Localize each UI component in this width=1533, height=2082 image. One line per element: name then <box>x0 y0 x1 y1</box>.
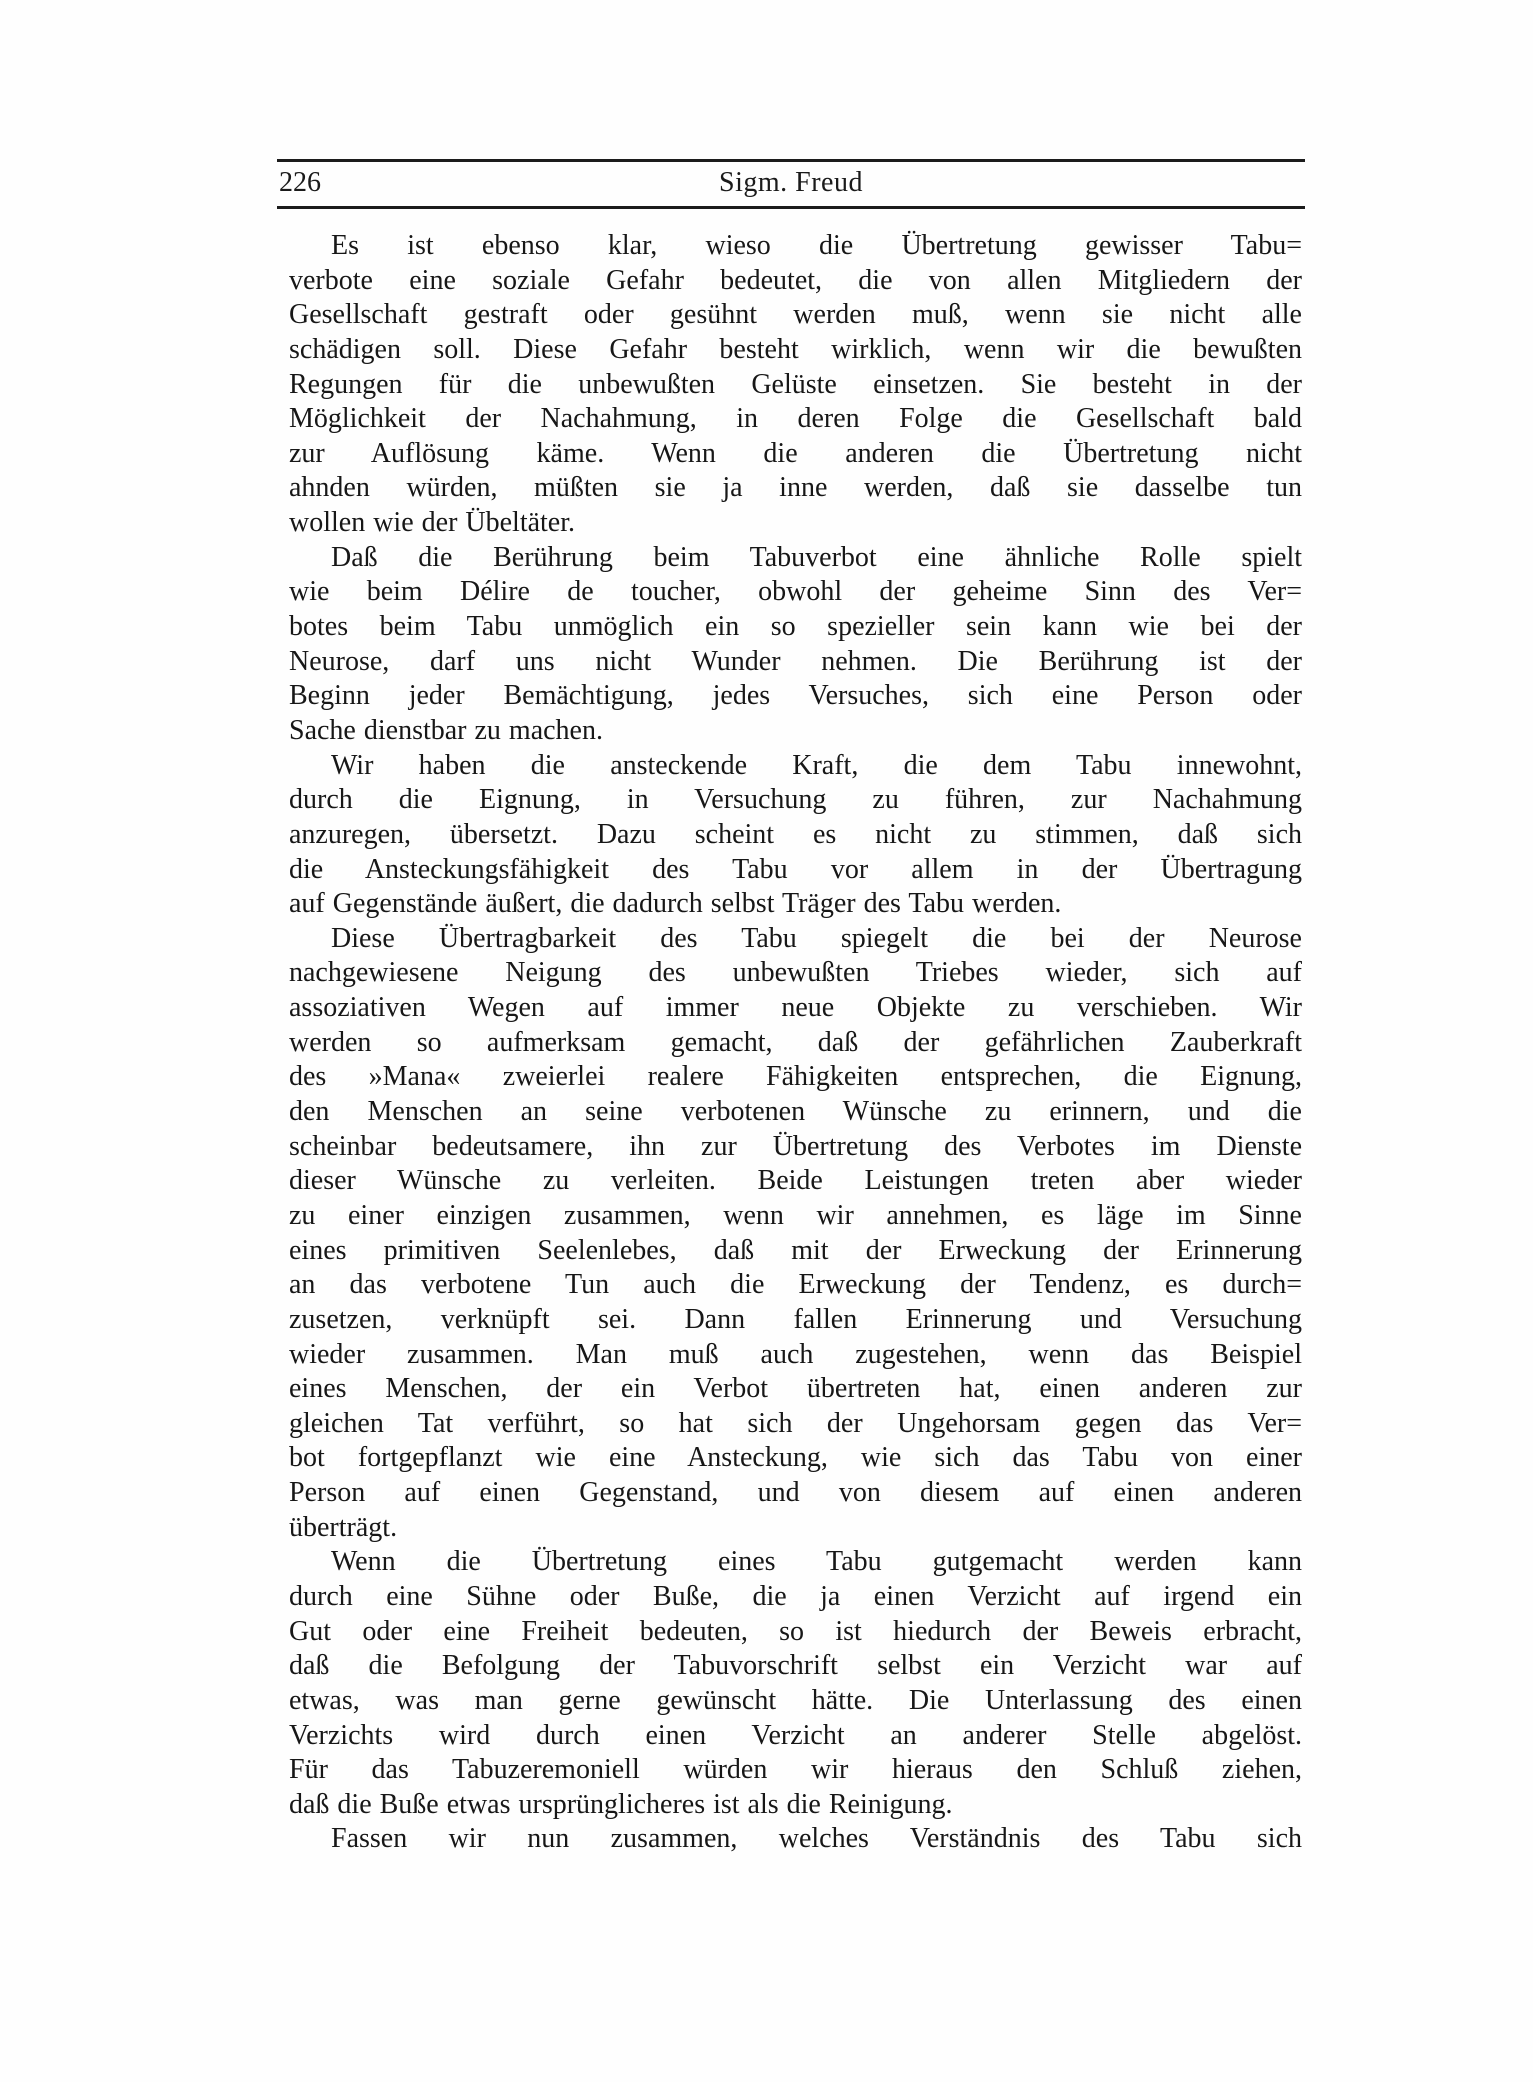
text-line: zu einer einzigen zusammen, wenn wir annehmen, es läge im Sinne <box>289 1199 1302 1231</box>
text-line: anzuregen, übersetzt. Dazu scheint es nicht zu stimmen, daß sich <box>289 818 1302 850</box>
text-line: bot fortgepflanzt wie eine Ansteckung, wie sich das Tabu von einer <box>289 1442 1302 1474</box>
text-line: Diese Übertragbarkeit des Tabu spiegelt die bei der Neurose <box>331 922 1302 954</box>
text-line: Für das Tabuzeremoniell würden wir hieraus den Schluß ziehen, <box>289 1754 1302 1786</box>
text-line: Daß die Berührung beim Tabuverbot eine ähnliche Rolle spielt <box>331 541 1302 573</box>
page-header <box>277 163 1305 203</box>
text-line: wollen wie der Übeltäter. <box>289 507 576 539</box>
text-line: dieser Wünsche zu verleiten. Beide Leistungen treten aber wieder <box>289 1165 1302 1197</box>
text-line: daß die Buße etwas ursprünglicheres ist als die Reinigung. <box>289 1788 953 1820</box>
text-line: gleichen Tat verführt, so hat sich der Ungehorsam gegen das Ver= <box>289 1407 1302 1439</box>
text-line: Gut oder eine Freiheit bedeuten, so ist hiedurch der Beweis erbracht, <box>289 1615 1302 1647</box>
text-line: Neurose, darf uns nicht Wunder nehmen. Die Berührung ist der <box>289 645 1302 677</box>
text-line: Wir haben die ansteckende Kraft, die dem Tabu innewohnt, <box>331 749 1302 781</box>
header-rule-bottom <box>277 206 1305 209</box>
page-text <box>289 229 1302 1857</box>
text-line: etwas, was man gerne gewünscht hätte. Die Unterlassung des einen <box>289 1684 1302 1716</box>
text-line: botes beim Tabu unmöglich ein so spezieller sein kann wie bei der <box>289 611 1302 643</box>
text-line: Sache dienstbar zu machen. <box>289 714 603 746</box>
text-line: wie beim Délire de toucher, obwohl der geheime Sinn des Ver= <box>289 576 1302 608</box>
text-line: werden so aufmerksam gemacht, daß der gefährlichen Zauberkraft <box>289 1026 1302 1058</box>
text-line: durch eine Sühne oder Buße, die ja einen Verzicht auf irgend ein <box>289 1580 1302 1612</box>
page-number: 226 <box>279 167 321 198</box>
text-line: Person auf einen Gegenstand, und von diesem auf einen anderen <box>289 1477 1302 1509</box>
text-line: auf Gegenstände äußert, die dadurch selbst Träger des Tabu werden. <box>289 888 1062 920</box>
text-line: Verzichts wird durch einen Verzicht an anderer Stelle abgelöst. <box>289 1719 1302 1751</box>
text-line: schädigen soll. Diese Gefahr besteht wirklich, wenn wir die bewußten <box>289 333 1302 365</box>
text-line: die Ansteckungsfähigkeit des Tabu vor allem in der Übertragung <box>289 853 1302 885</box>
text-line: Beginn jeder Bemächtigung, jedes Versuches, sich eine Person oder <box>289 680 1302 712</box>
text-line: durch die Eignung, in Versuchung zu führen, zur Nachahmung <box>289 784 1302 816</box>
text-line: zur Auflösung käme. Wenn die anderen die Übertretung nicht <box>289 437 1302 469</box>
text-line: Regungen für die unbewußten Gelüste einsetzen. Sie besteht in der <box>289 368 1302 400</box>
text-line: überträgt. <box>289 1511 398 1543</box>
text-line: daß die Befolgung der Tabuvorschrift selbst ein Verzicht war auf <box>289 1650 1302 1682</box>
text-line: Wenn die Übertretung eines Tabu gutgemacht werden kann <box>331 1546 1302 1578</box>
header-rule-top <box>277 159 1305 162</box>
text-line: Es ist ebenso klar, wieso die Übertretung gewisser Tabu= <box>331 230 1302 261</box>
text-line: nachgewiesene Neigung des unbewußten Triebes wieder, sich auf <box>289 957 1302 989</box>
text-line: Möglichkeit der Nachahmung, in deren Folge die Gesellschaft bald <box>289 403 1302 435</box>
text-line: eines Menschen, der ein Verbot übertreten hat, einen anderen zur <box>289 1373 1302 1405</box>
text-line: zusetzen, verknüpft sei. Dann fallen Erinnerung und Versuchung <box>289 1303 1302 1335</box>
text-line: Fassen wir nun zusammen, welches Verständnis des Tabu sich <box>331 1823 1302 1855</box>
text-line: Gesellschaft gestraft oder gesühnt werden muß, wenn sie nicht alle <box>289 299 1302 331</box>
text-line: verbote eine soziale Gefahr bedeutet, die von allen Mitgliedern der <box>289 264 1302 296</box>
running-head: Sigm. Freud <box>719 167 863 198</box>
text-line: an das verbotene Tun auch die Erweckung der Tendenz, es durch= <box>289 1269 1302 1301</box>
text-line: wieder zusammen. Man muß auch zugestehen, wenn das Beispiel <box>289 1338 1302 1370</box>
text-line: assoziativen Wegen auf immer neue Objekte zu verschieben. Wir <box>289 992 1302 1024</box>
text-line: den Menschen an seine verbotenen Wünsche zu erinnern, und die <box>289 1096 1302 1128</box>
text-line: scheinbar bedeutsamere, ihn zur Übertretung des Verbotes im Dienste <box>289 1130 1302 1162</box>
text-line: eines primitiven Seelenlebes, daß mit der Erweckung der Erinnerung <box>289 1234 1302 1266</box>
text-line: des »Mana« zweierlei realere Fähigkeiten entsprechen, die Eignung, <box>289 1061 1302 1093</box>
text-line: ahnden würden, müßten sie ja inne werden, daß sie dasselbe tun <box>289 472 1302 504</box>
